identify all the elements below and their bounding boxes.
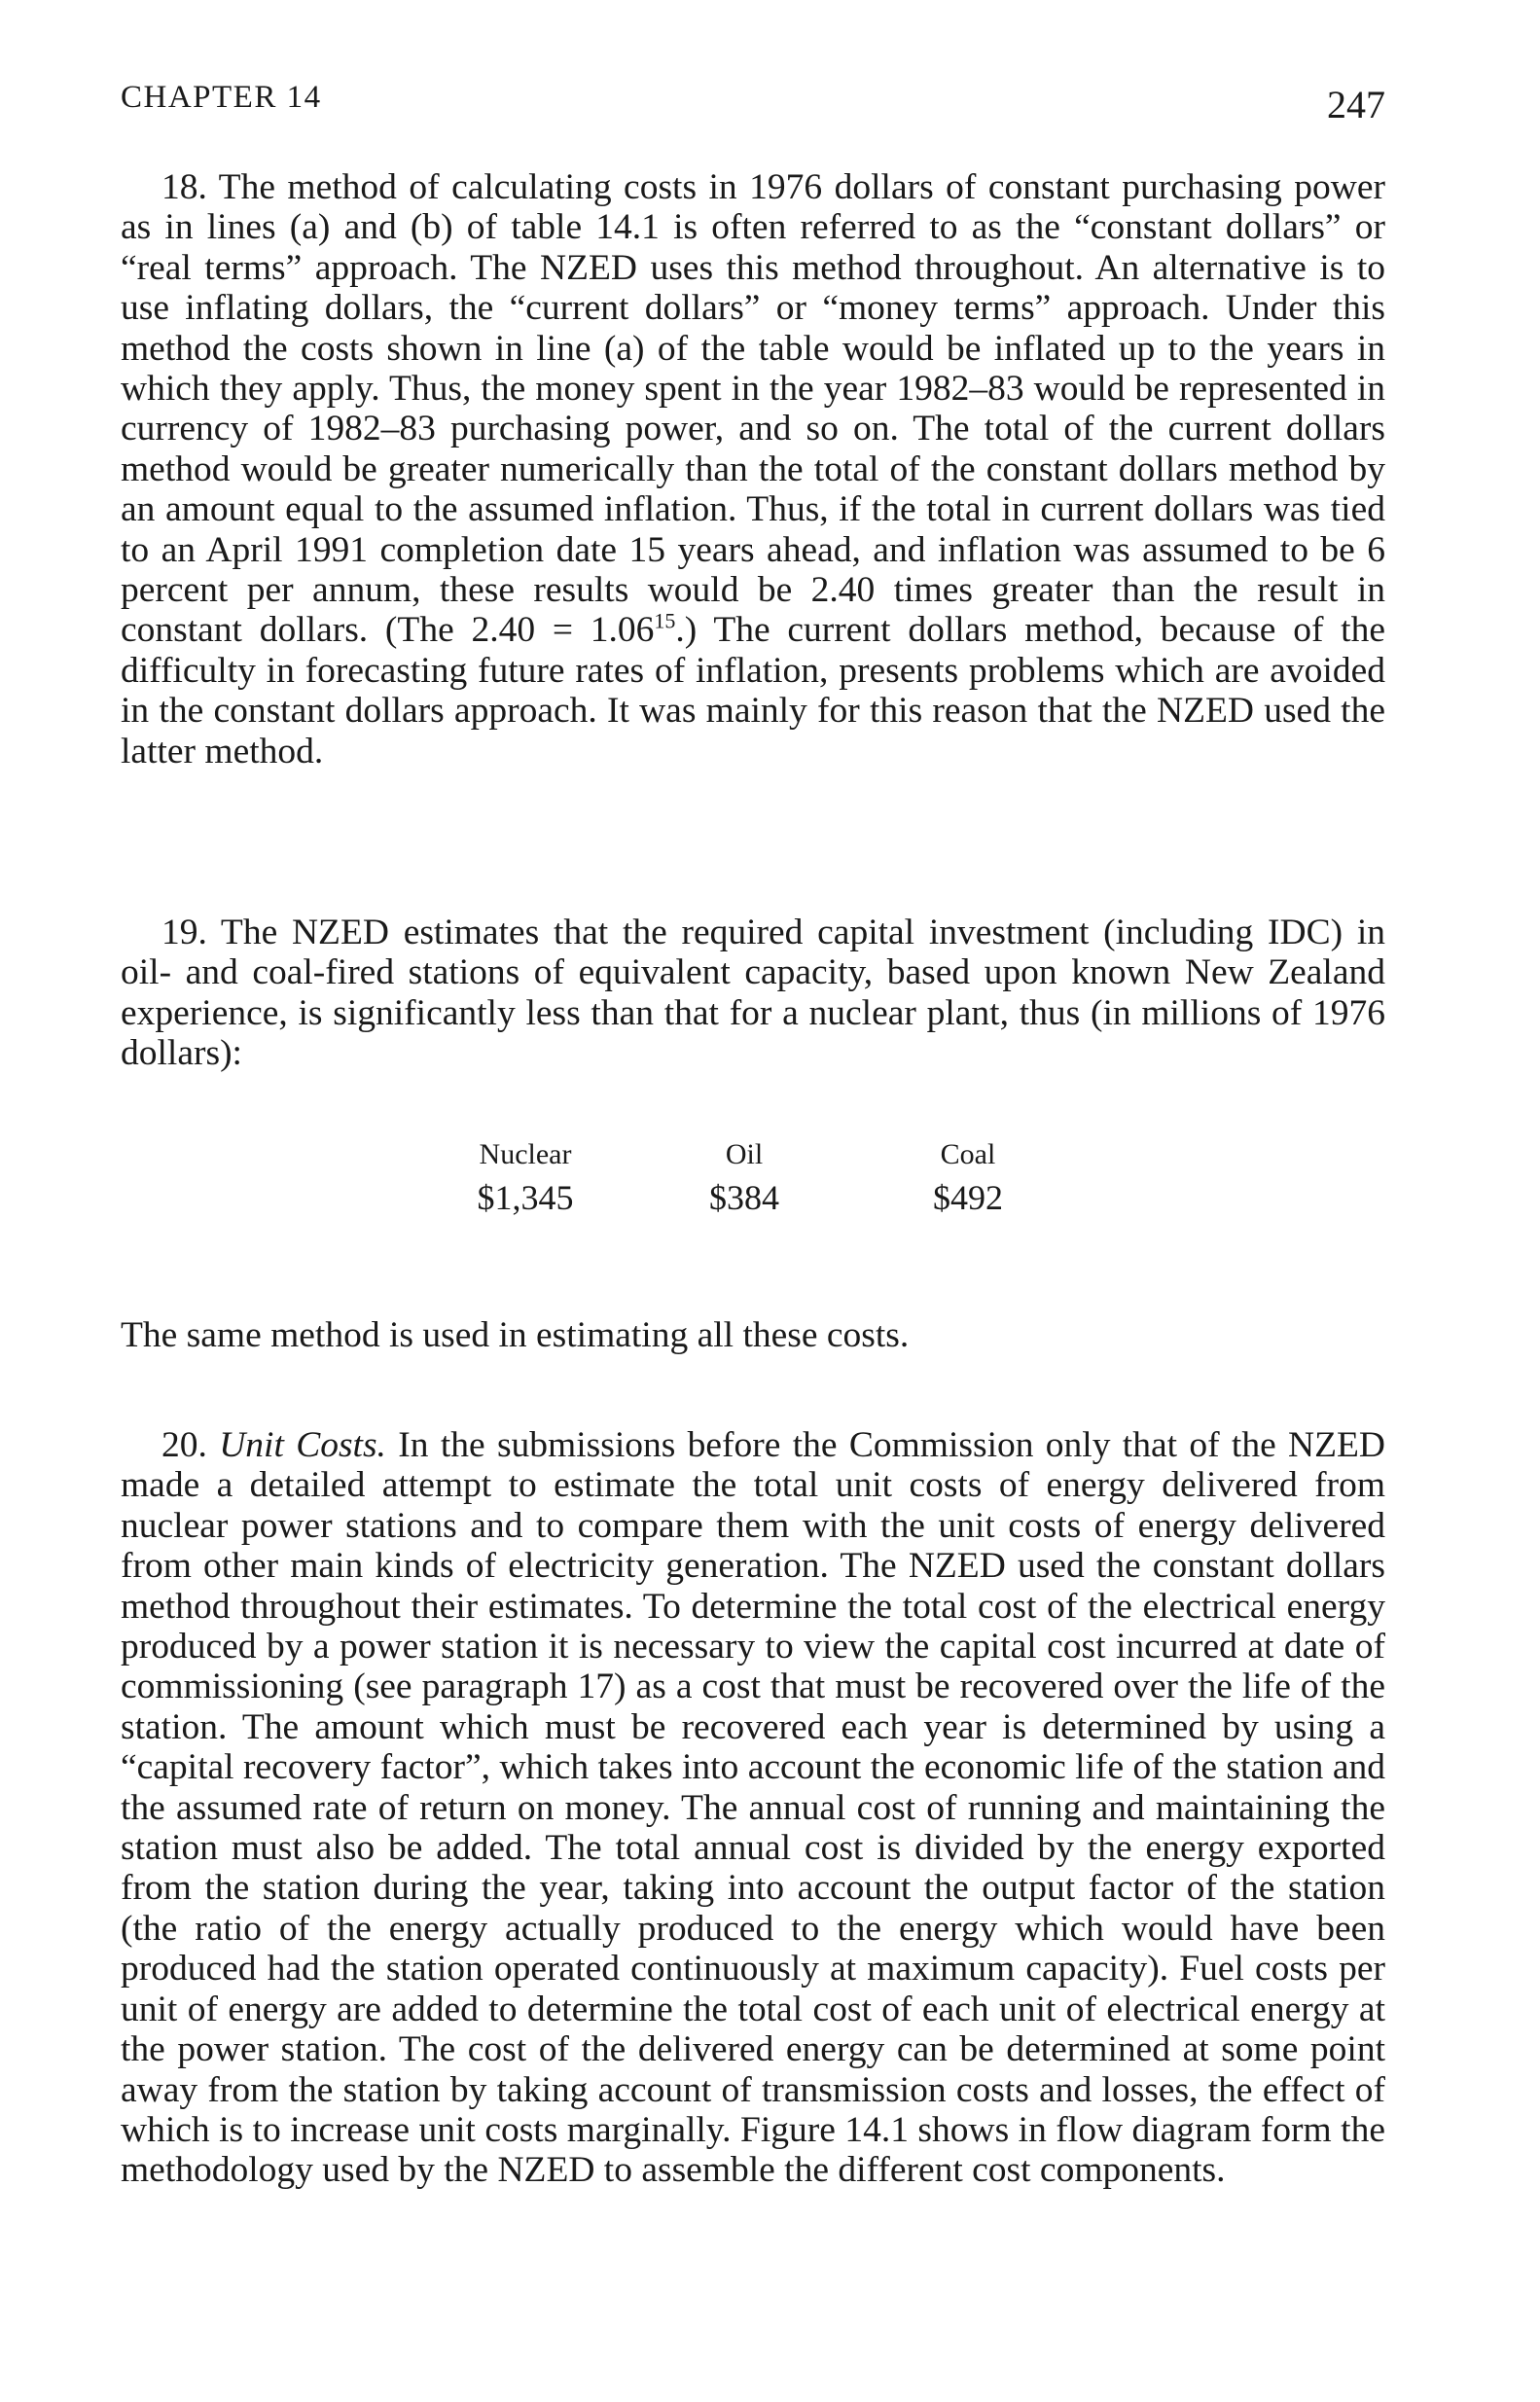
cost-column-nuclear — [418, 1138, 632, 1220]
paragraph-20 — [121, 1425, 1385, 2191]
capital-cost-table — [418, 1138, 1070, 1226]
cost-column-label: Coal — [940, 1138, 996, 1170]
cost-column-value: $384 — [709, 1178, 779, 1217]
cost-column-label: Nuclear — [479, 1138, 572, 1170]
paragraph-20-title: Unit Costs. — [219, 1425, 386, 1465]
exponent-superscript: 15 — [654, 608, 676, 633]
cost-column-label: Oil — [725, 1138, 764, 1170]
cost-column-value: $492 — [933, 1178, 1003, 1217]
chapter-heading: CHAPTER 14 — [121, 80, 322, 115]
cost-column-value: $1,345 — [477, 1178, 574, 1217]
same-method-line: The same method is used in estimating all these costs. — [121, 1315, 910, 1355]
paragraph-18-text-b: .) The current dollars method, because of the difficulty in forecasting future rates of inflation, presents problems which are avoided in the constant dollars approach. It was mainly for this reason that the NZED used the latter method. — [121, 610, 1385, 771]
paragraph-19: 19. The NZED estimates that the required capital investment (including IDC) in oil- and coal-fired stations of equivalent capacity, based upon known New Zealand experience, is significantly less than that for a nuclear plant, thus (in millions of 1976 dollars): — [121, 913, 1385, 1074]
paragraph-18-text-a: 18. The method of calculating costs in 1976 dollars of constant purchasing power as in lines (a) and (b) of table 14.1 is often referred to as the “constant dollars” or “real terms” approach. The NZED uses this method throughout. An alternative is to use inflating dollars, the “current dollars” or “money terms” approach. Under this method the costs shown in line (a) of the table would be inflated up to the years in which they apply. Thus, the money spent in the year 1982–83 would be represented in currency of 1982–83 purchasing power, and so on. The total of the current dollars method would be greater numerically than the total of the constant dollars method by an amount equal to the assumed inflation. Thus, if the total in current dollars was tied to an April 1991 completion date 15 years ahead, and inflation was assumed to be 6 percent per annum, these results would be 2.40 times greater than the result in constant dollars. (The 2.40 = 1.06 — [121, 167, 1385, 651]
running-head — [121, 72, 1385, 130]
paragraph-18 — [121, 167, 1385, 771]
paragraph-20-number: 20. — [161, 1425, 207, 1465]
paragraph-20-text: In the submissions before the Commission only that of the NZED made a detailed attempt to estimate the total unit costs of energy delivered from nuclear power stations and to compare them with the unit costs of energy delivered from other main kinds of electricity generation. The NZED used the constant dollars method throughout their estimates. To determine the total cost of the electrical energy produced by a power station it is necessary to view the capital cost incurred at date of commissioning (see paragraph 17) as a cost that must be recovered over the life of the station. The amount which must be recovered each year is determined by using a “capital recovery factor”, which takes into account the economic life of the station and the assumed rate of return on money. The annual cost of running and maintaining the station must also be added. The total annual cost is divided by the energy exported from the station during the year, taking into account the output factor of the station (the ratio of the energy actually produced to the energy which would have been produced had the station operated continuously at maximum capacity). Fuel costs per unit of energy are added to determine the total cost of each unit of electrical energy at the power station. The cost of the delivered energy can be determined at some point away from the station by taking account of transmission costs and losses, the effect of which is to increase unit costs marginally. Figure 14.1 shows in flow diagram form the methodology used by the NZED to assemble the different cost components. — [121, 1425, 1386, 2191]
page-number: 247 — [1327, 83, 1385, 126]
cost-column-coal — [861, 1138, 1075, 1220]
cost-column-oil — [637, 1138, 851, 1220]
